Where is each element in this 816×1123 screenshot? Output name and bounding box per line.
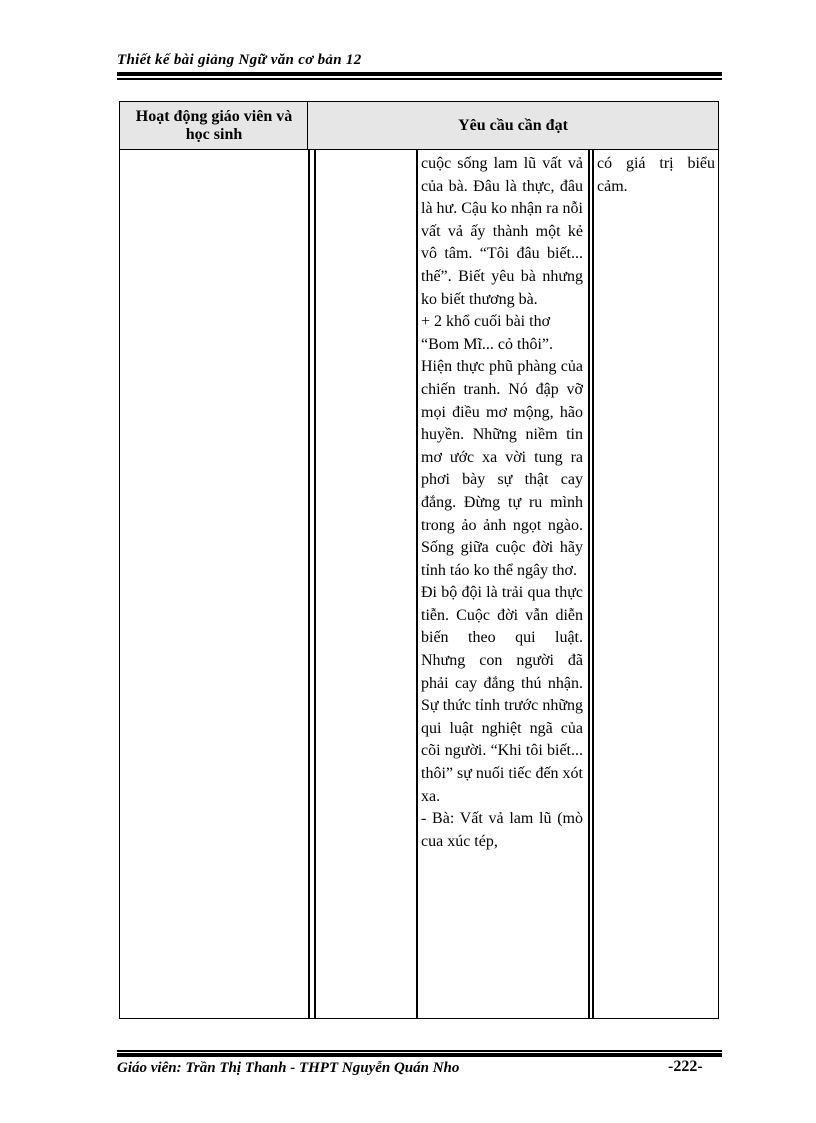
col-header-activities: Hoạt động giáo viên và học sinh (135, 107, 293, 143)
footer-rule-thick (117, 1053, 722, 1057)
table-header-requirements (307, 101, 719, 150)
col-header-requirements: Yêu cầu cần đạt (458, 116, 568, 134)
content-table (119, 101, 719, 1019)
header-rule-thin (117, 78, 722, 80)
notes-text-cell (597, 153, 715, 198)
table-header-activities (119, 101, 309, 150)
paragraph: + 2 khổ cuối bài thơ “Bom Mĩ... cỏ thôi”. (421, 313, 553, 353)
footer-rule-thin (117, 1050, 722, 1052)
paragraph: Đi bộ đội là trải qua thực tiễn. Cuộc đời vẫn diễn biến theo qui luật. Nhưng con người đã phải cay đắng thú nhận. Sự thức tỉnh trước những qui luật nghiệt ngã của cõi người. “Khi tôi biết... thôi” sự nuối tiếc đến xót xa. (421, 584, 583, 805)
col-divider (314, 150, 316, 1019)
col-divider (588, 150, 590, 1019)
paragraph: Hiện thực phũ phàng của chiến tranh. Nó đập vỡ mọi điều mơ mộng, hão huyền. Những niềm tin mơ ước xa vời tung ra phơi bày sự thật cay đắng. Đừng tự ru mình trong ảo ảnh ngọt ngào. Sống giữa cuộc đời hãy tỉnh táo ko thể ngây thơ. (421, 358, 583, 579)
paragraph: - Bà: Vất vả lam lũ (mò cua xúc tép, (421, 810, 583, 850)
footer-author: Giáo viên: Trần Thị Thanh - THPT Nguyễn Quán Nho (117, 1060, 460, 1076)
page-number: -222- (668, 1058, 703, 1075)
paragraph: cuộc sống lam lũ vất vả của bà. Đâu là thực, đâu là hư. Cậu ko nhận ra nỗi vất vả ấy thành một kẻ vô tâm. “Tôi đâu biết... thế”. Biết yêu bà nhưng ko biết thương bà. (421, 155, 583, 308)
header-rule-thick (117, 72, 722, 76)
page-header-title: Thiết kế bài giảng Ngữ văn cơ bản 12 (117, 52, 362, 68)
paragraph: có giá trị biểu cảm. (597, 155, 715, 195)
requirements-text-cell (421, 153, 583, 853)
col-divider (592, 150, 594, 1019)
col-divider (308, 150, 310, 1019)
col-divider (416, 150, 418, 1019)
